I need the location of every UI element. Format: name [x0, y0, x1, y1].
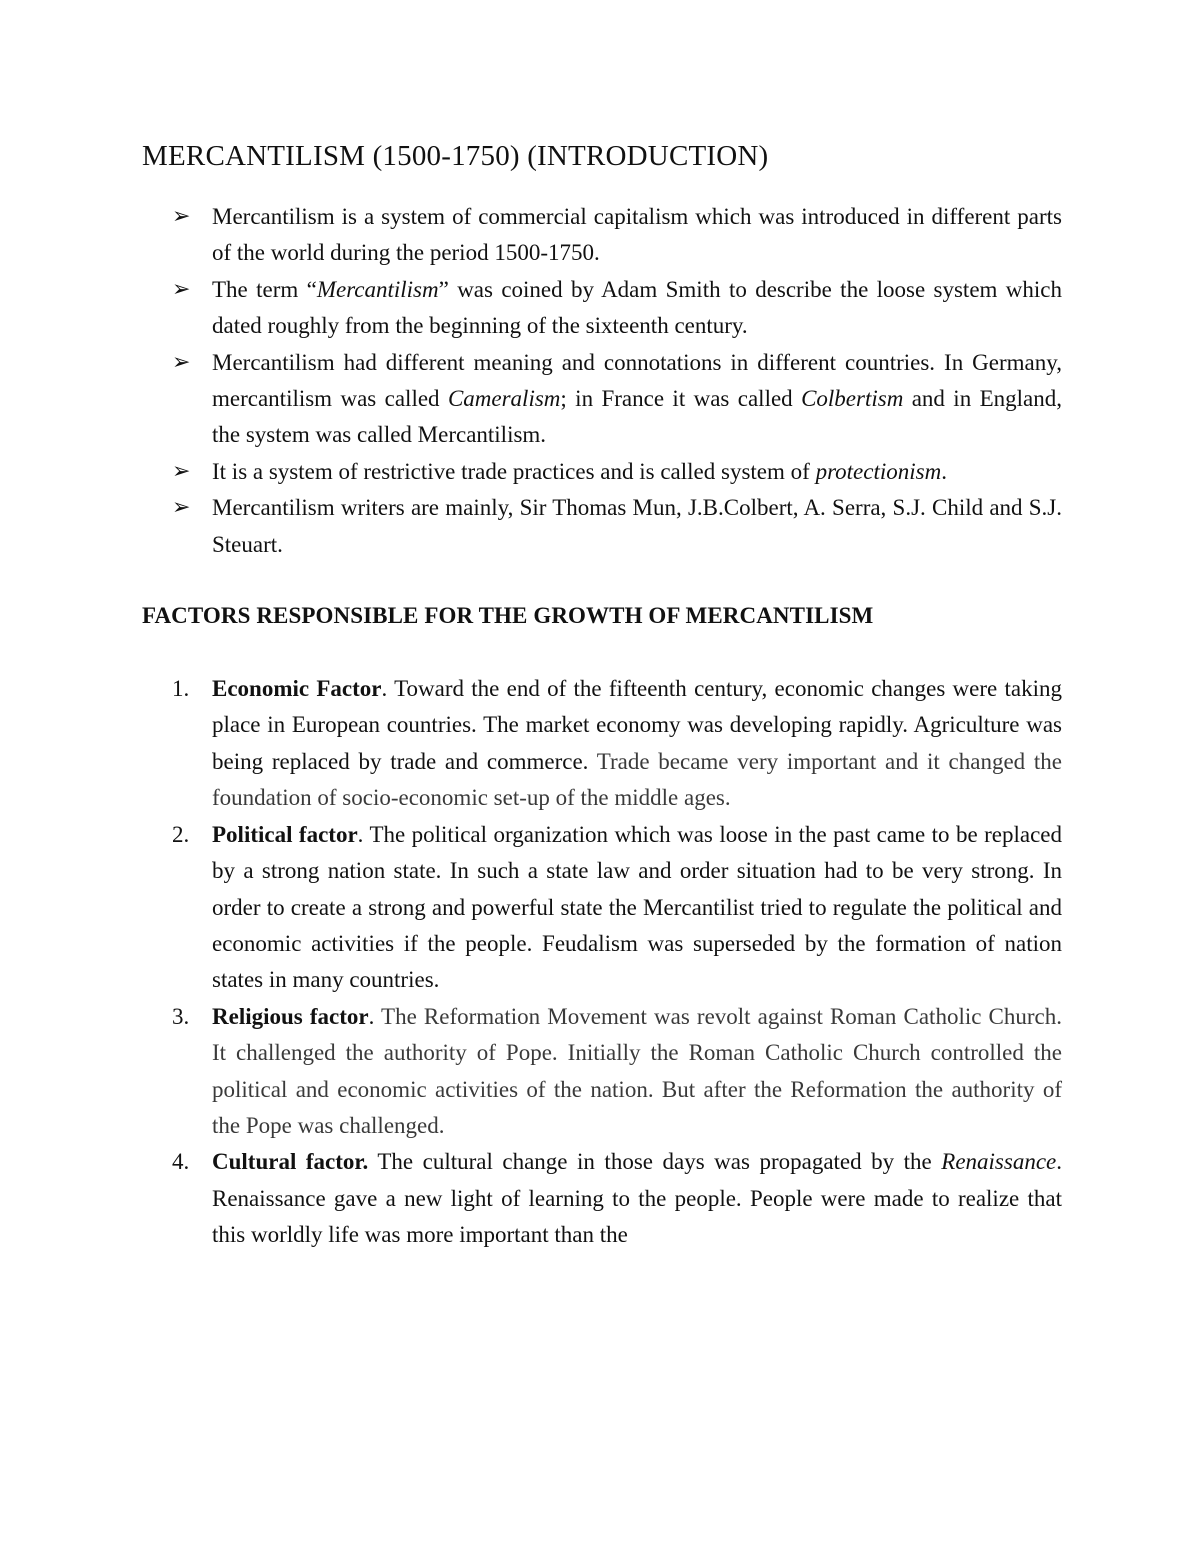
section-title: FACTORS RESPONSIBLE FOR THE GROWTH OF MERCANTILISM: [142, 603, 874, 629]
document-content: [142, 140, 1062, 1254]
bullet-item: ➢ Mercantilism is a system of commercial capitalism which was introduced in different parts of the world during the period 1500-1750.: [142, 199, 1062, 272]
arrow-bullet-icon: ➢: [172, 495, 191, 521]
intro-bullet-list: [142, 199, 1062, 563]
factor-label: Cultural factor.: [212, 1149, 369, 1175]
factor-label: Religious factor: [212, 1003, 369, 1029]
arrow-bullet-icon: ➢: [172, 204, 191, 229]
bullet-item: ➢ Mercantilism had different meaning and connotations in different countries. In Germany, mercantilism was called Cameralism; in France it was called Colbertism and in England, the system was called Mercantilism.: [142, 345, 1062, 454]
arrow-bullet-icon: ➢: [172, 349, 191, 375]
factor-label: Political factor: [212, 821, 358, 847]
factor-item: 1. Economic Factor. Toward the end of the fifteenth century, economic changes were taking place in European countries. The market economy was developing rapidly. Agriculture was being replaced by trade and commerce. Trade became very important and it changed the foundation of socio-economic set-up of the middle ages.: [142, 671, 1062, 817]
arrow-bullet-icon: ➢: [172, 458, 191, 484]
page-title: MERCANTILISM (1500-1750) (INTRODUCTION): [142, 140, 769, 172]
item-number: 2.: [172, 821, 190, 847]
factor-item: 4. Cultural factor. The cultural change in those days was propagated by the Renaissance. Renaissance gave a new light of learning to the people. People were made to realize that this worldly life was more important than the: [142, 1144, 1062, 1253]
arrow-bullet-icon: ➢: [172, 276, 191, 302]
factor-item: 3. Religious factor. The Reformation Movement was revolt against Roman Catholic Church. It challenged the authority of Pope. Initially the Roman Catholic Church controlled the political and economic activities of the nation. But after the Reformation the authority of the Pope was challenged.: [142, 999, 1062, 1145]
factor-item: 2. Political factor. The political organization which was loose in the past came to be replaced by a strong nation state. In such a state law and order situation had to be very strong. In order to create a strong and powerful state the Mercantilist tried to regulate the political and economic activities if the people. Feudalism was superseded by the formation of nation states in many countries.: [142, 817, 1062, 999]
bullet-item: ➢ It is a system of restrictive trade practices and is called system of protectionism.: [142, 454, 1062, 490]
bullet-item: ➢ The term “Mercantilism” was coined by Adam Smith to describe the loose system which dated roughly from the beginning of the sixteenth century.: [142, 272, 1062, 345]
factors-list: [142, 671, 1062, 1254]
factor-label: Economic Factor: [212, 676, 382, 702]
item-number: 3.: [172, 1003, 190, 1029]
item-number: 4.: [172, 1149, 190, 1175]
bullet-item: ➢ Mercantilism writers are mainly, Sir Thomas Mun, J.B.Colbert, A. Serra, S.J. Child and S.J. Steuart.: [142, 490, 1062, 563]
item-number: 1.: [172, 676, 190, 702]
